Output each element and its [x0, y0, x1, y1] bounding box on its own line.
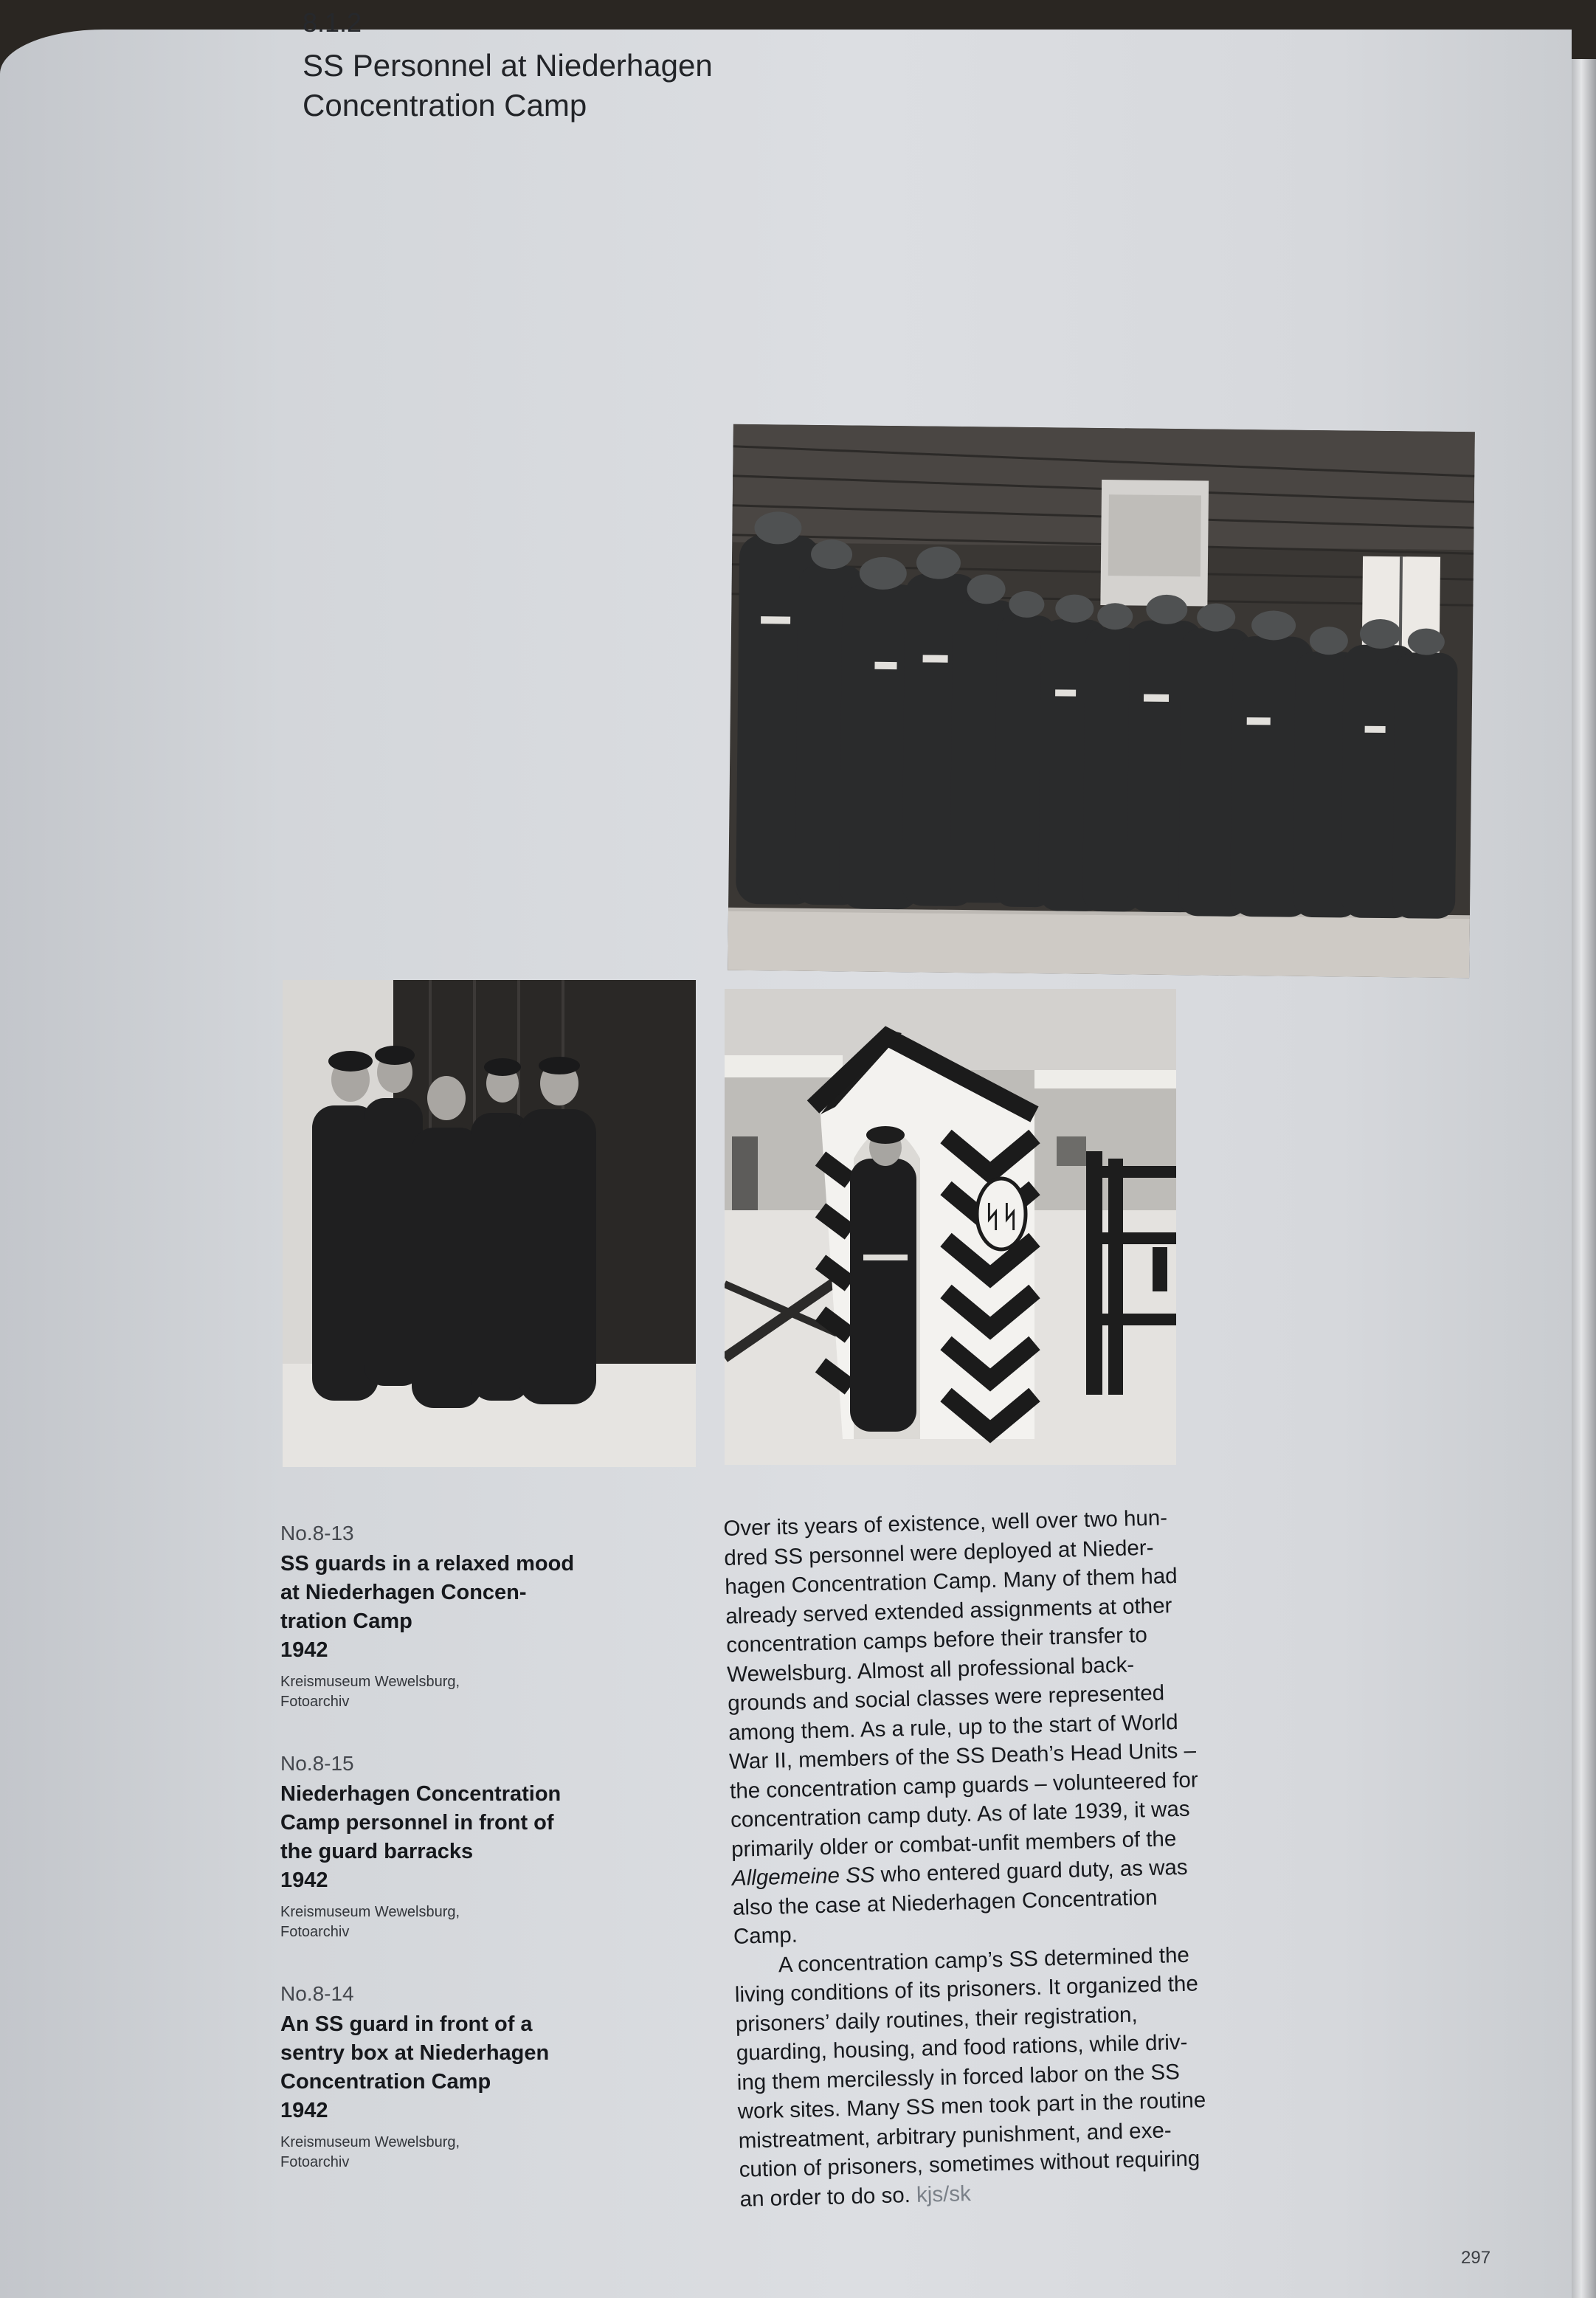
section-title	[303, 46, 713, 125]
paragraph-2	[733, 1939, 1271, 2214]
caption-title-line: at Niederhagen Concen-	[280, 1581, 527, 1604]
body-line: War II, members of the SS Death’s Head Units –	[728, 1738, 1197, 1774]
caption-year: 1942	[280, 2099, 328, 2122]
body-line: guarding, housing, and food rations, while driv-	[736, 2029, 1188, 2066]
caption-source-line: Fotoarchiv	[280, 1694, 350, 1710]
page-number: 297	[1461, 2248, 1491, 2268]
body-line: Camp.	[733, 1922, 798, 1949]
section-title-line-1: SS Personnel at Niederhagen	[303, 48, 713, 83]
caption-source-line: Kreismuseum Wewelsburg,	[280, 1904, 460, 1920]
caption-year: 1942	[280, 1638, 328, 1662]
caption-title-line: the guard barracks	[280, 1840, 474, 1863]
body-line: work sites. Many SS men took part in the routine	[737, 2088, 1206, 2124]
photo-sentry-box	[725, 989, 1176, 1465]
body-line: primarily older or combat-unfit members of the	[730, 1826, 1177, 1862]
caption-title-line: sentry box at Niederhagen	[280, 2041, 550, 2065]
body-line: cution of prisoners, sometimes without requiring	[739, 2146, 1201, 2182]
caption-title-line: An SS guard in front of a	[280, 2012, 533, 2036]
caption-8-13	[280, 1522, 635, 1712]
caption-source	[280, 1672, 635, 1712]
body-line: an order to do so.	[739, 2182, 911, 2212]
body-line: hagen Concentration Camp. Many of them had	[725, 1563, 1178, 1599]
body-line: Wewelsburg. Almost all professional back-	[726, 1652, 1135, 1687]
page-edge	[1572, 59, 1596, 2298]
caption-number: No.8-13	[280, 1522, 354, 1545]
caption-source-line: Fotoarchiv	[280, 2154, 350, 2170]
body-text	[723, 1501, 1271, 2213]
section-number: 8.1.2	[303, 7, 362, 38]
body-line: the concentration camp guards – volunteered for	[729, 1767, 1199, 1804]
body-line: dred SS personnel were deployed at Nieder-	[724, 1535, 1154, 1570]
caption-8-14	[280, 1982, 635, 2173]
photo-guard-barracks	[728, 424, 1475, 978]
caption-title-line: Niederhagen Concentration	[280, 1782, 562, 1806]
caption-title	[280, 1550, 635, 1665]
body-line: among them. As a rule, up to the start of World	[728, 1709, 1178, 1745]
body-line: prisoners’ daily routines, their registration,	[735, 2001, 1139, 2037]
body-line: already served extended assignments at other	[725, 1593, 1172, 1629]
paragraph-1	[723, 1501, 1265, 1951]
caption-number: No.8-14	[280, 1982, 354, 2005]
caption-source-line: Kreismuseum Wewelsburg,	[280, 2134, 460, 2150]
body-line: Over its years of existence, well over two hun-	[723, 1505, 1168, 1541]
caption-source	[280, 2133, 635, 2173]
body-line: who entered guard duty, as was	[874, 1854, 1188, 1888]
caption-title-line: Concentration Camp	[280, 2070, 491, 2094]
section-title-line-2: Concentration Camp	[303, 88, 587, 123]
body-line: mistreatment, arbitrary punishment, and exe-	[738, 2117, 1172, 2153]
author-initials: kjs/sk	[916, 2181, 972, 2207]
body-line: concentration camps before their transfer to	[725, 1623, 1148, 1657]
body-line: living conditions of its prisoners. It organized the	[734, 1971, 1199, 2007]
body-line: grounds and social classes were represented	[727, 1680, 1165, 1716]
photo-guards-relaxed	[283, 980, 696, 1467]
caption-year: 1942	[280, 1869, 328, 1892]
caption-title-line: Camp personnel in front of	[280, 1811, 554, 1835]
caption-source	[280, 1902, 635, 1942]
caption-title-line: SS guards in a relaxed mood	[280, 1552, 575, 1576]
caption-8-15	[280, 1752, 635, 1942]
body-line: also the case at Niederhagen Concentration	[732, 1885, 1158, 1920]
caption-source-line: Kreismuseum Wewelsburg,	[280, 1674, 460, 1690]
ss-emblem: ᛋᛋ	[984, 1200, 1019, 1234]
body-line: ing them mercilessly in forced labor on the SS	[736, 2059, 1181, 2095]
body-line: concentration camp duty. As of late 1939, it was	[730, 1796, 1190, 1832]
caption-title	[280, 2010, 635, 2125]
caption-title-line: tration Camp	[280, 1609, 412, 1633]
body-line: A concentration camp’s SS determined the	[778, 1942, 1190, 1977]
caption-title	[280, 1780, 635, 1895]
italic-term: Allgemeine SS	[731, 1863, 875, 1891]
caption-source-line: Fotoarchiv	[280, 1924, 350, 1940]
caption-number: No.8-15	[280, 1752, 354, 1775]
